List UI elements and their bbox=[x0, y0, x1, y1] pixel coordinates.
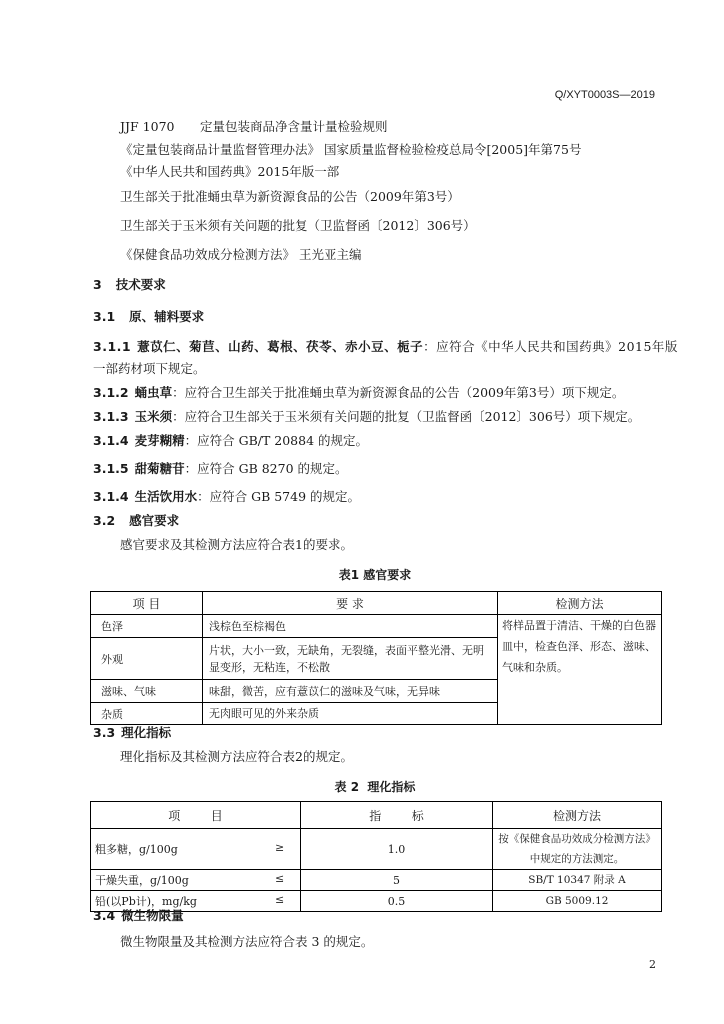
clause-name: 麦芽糊精 bbox=[134, 433, 185, 448]
subsection-heading bbox=[93, 725, 171, 741]
header-method: 检测方法 bbox=[498, 592, 662, 615]
row-item-cell bbox=[91, 870, 301, 891]
method-cell bbox=[498, 615, 662, 725]
method-line: 将样品置于清洁、干燥的白色器 bbox=[502, 619, 656, 632]
clause-number: 3.1.3 bbox=[93, 409, 129, 424]
row-requirement bbox=[203, 680, 498, 703]
clause-text: ：应符合 GB 8270 的规定。 bbox=[184, 461, 348, 476]
row-item: 杂质 bbox=[91, 703, 203, 725]
table-row bbox=[91, 870, 662, 891]
row-method bbox=[493, 891, 662, 912]
clause-number: 3.1.1 bbox=[93, 339, 132, 354]
clause-text: ：应符合卫生部关于玉米须有关问题的批复（卫监督函〔2012〕306号）项下规定。 bbox=[172, 409, 641, 424]
row-requirement bbox=[203, 615, 498, 638]
header-requirement: 要 求 bbox=[203, 592, 498, 615]
clause-name: 生活饮用水 bbox=[134, 489, 198, 504]
requirement-line: 片状，大小一致，无缺角，无裂缝，表面平整光滑、无明 bbox=[209, 643, 484, 657]
row-method bbox=[493, 870, 662, 891]
clause-text: ：应符合 GB/T 20884 的规定。 bbox=[184, 433, 369, 448]
row-requirement bbox=[203, 703, 498, 725]
row-symbol: ≤ bbox=[275, 872, 285, 885]
reference-item: 《保健食品功效成分检测方法》 王光亚主编 bbox=[120, 247, 362, 262]
row-symbol: ≥ bbox=[275, 841, 285, 854]
clause-name: 玉米须 bbox=[134, 409, 173, 424]
section-intro: 理化指标及其检测方法应符合表2的规定。 bbox=[120, 749, 353, 764]
requirement-line: 味甜，微苦，应有薏苡仁的滋味及气味，无异味 bbox=[209, 684, 440, 698]
section-title: 原、辅料要求 bbox=[129, 309, 205, 324]
row-item-wrap bbox=[91, 893, 300, 909]
row-item: 滋味、气味 bbox=[91, 680, 203, 703]
subsection-heading bbox=[93, 309, 204, 325]
reference-jjf-title: 定量包装商品净含量计量检验规则 bbox=[200, 119, 388, 134]
clause-continuation: 一部药材项下规定。 bbox=[93, 361, 206, 376]
section-title: 技术要求 bbox=[115, 277, 166, 292]
section-intro: 感官要求及其检测方法应符合表1的要求。 bbox=[120, 537, 353, 552]
clause-3-1-1 bbox=[93, 339, 678, 355]
section-heading bbox=[93, 277, 166, 293]
section-number: 3.3 bbox=[93, 725, 116, 740]
method-line: 皿中，检查色泽、形态、滋味、 bbox=[502, 640, 656, 653]
clause-name: 薏苡仁、菊苣、山药、葛根、茯苓、赤小豆、栀子 bbox=[137, 339, 424, 354]
row-value: 1.0 bbox=[301, 829, 493, 870]
header-method: 检测方法 bbox=[493, 802, 662, 829]
row-item-cell bbox=[91, 829, 301, 870]
row-item: 干燥失重，g/100g bbox=[95, 874, 189, 887]
table2-caption: 表 2 理化指标 bbox=[334, 780, 416, 794]
document-code: Q/XYT0003S—2019 bbox=[554, 89, 655, 101]
row-item: 铅(以Pb计)，mg/kg bbox=[95, 895, 197, 908]
method-line: 气味和杂质。 bbox=[502, 661, 568, 674]
row-value: 0.5 bbox=[301, 891, 493, 912]
table-row bbox=[91, 829, 662, 870]
clause-number: 3.1.4 bbox=[93, 489, 129, 504]
row-item-wrap bbox=[91, 872, 300, 888]
clause-number: 3.1.4 bbox=[93, 433, 129, 448]
page-number: 2 bbox=[649, 958, 656, 971]
section-intro: 微生物限量及其检测方法应符合表 3 的规定。 bbox=[120, 934, 374, 949]
method-line: 中规定的方法测定。 bbox=[529, 853, 625, 865]
row-requirement bbox=[203, 638, 498, 680]
requirement-line: 浅棕色至棕褐色 bbox=[209, 619, 286, 633]
row-symbol: ≤ bbox=[275, 893, 285, 906]
clause-number: 3.1.2 bbox=[93, 385, 129, 400]
clause-number: 3.1.5 bbox=[93, 461, 129, 476]
section-number: 3.1 bbox=[93, 309, 116, 324]
section-number: 3.2 bbox=[93, 513, 116, 528]
clause-3-1-3 bbox=[93, 409, 640, 425]
row-item: 粗多糖，g/100g bbox=[95, 843, 178, 856]
header-item: 项 目 bbox=[91, 592, 203, 615]
reference-jjf bbox=[120, 119, 174, 135]
section-number: 3.4 bbox=[93, 908, 116, 923]
row-item-wrap bbox=[91, 841, 300, 857]
requirement-line: 显变形，无粘连，不松散 bbox=[209, 660, 330, 674]
reference-item: 卫生部关于玉米须有关问题的批复（卫监督函〔2012〕306号） bbox=[120, 218, 476, 233]
reference-code: JJF 1070 bbox=[120, 119, 175, 134]
subsection-heading bbox=[93, 513, 179, 529]
reference-item: 卫生部关于批准蛹虫草为新资源食品的公告（2009年第3号） bbox=[120, 189, 460, 204]
table-header-row bbox=[91, 592, 662, 615]
method-line: SB/T 10347 附录 A bbox=[528, 874, 626, 886]
section-title: 微生物限量 bbox=[121, 908, 184, 923]
clause-3-1-2 bbox=[93, 385, 624, 401]
header-value: 指 标 bbox=[301, 802, 493, 829]
reference-item: 《中华人民共和国药典》2015年版一部 bbox=[120, 164, 340, 179]
requirement-line: 无肉眼可见的外来杂质 bbox=[209, 707, 319, 720]
table1-caption: 表1 感官要求 bbox=[338, 568, 412, 582]
table-row bbox=[91, 615, 662, 638]
reference-item: 《定量包装商品计量监督管理办法》 国家质量监督检验检疫总局令[2005]年第75号 bbox=[120, 142, 582, 157]
physicochemical-table bbox=[90, 801, 662, 912]
row-method bbox=[493, 829, 662, 870]
method-line: GB 5009.12 bbox=[545, 895, 609, 907]
subsection-heading bbox=[93, 908, 184, 924]
section-number: 3 bbox=[93, 277, 102, 292]
row-item: 色泽 bbox=[91, 615, 203, 638]
sensory-table bbox=[90, 591, 662, 725]
clause-text: ：应符合卫生部关于批准蛹虫草为新资源食品的公告（2009年第3号）项下规定。 bbox=[172, 385, 625, 400]
section-title: 理化指标 bbox=[121, 725, 172, 740]
clause-drinking-water bbox=[93, 489, 360, 505]
clause-text: ：应符合 GB 5749 的规定。 bbox=[197, 489, 361, 504]
row-value: 5 bbox=[301, 870, 493, 891]
clause-text: ：应符合《中华人民共和国药典》2015年版 bbox=[423, 339, 678, 354]
clause-name: 甜菊糖苷 bbox=[134, 461, 185, 476]
method-line: 按《保健食品功效成分检测方法》 bbox=[498, 833, 656, 845]
clause-3-1-5 bbox=[93, 461, 348, 477]
section-title: 感官要求 bbox=[129, 513, 180, 528]
clause-3-1-4 bbox=[93, 433, 368, 449]
header-item: 项 目 bbox=[91, 802, 301, 829]
row-item: 外观 bbox=[91, 638, 203, 680]
clause-name: 蛹虫草 bbox=[134, 385, 173, 400]
table-header-row bbox=[91, 802, 662, 829]
